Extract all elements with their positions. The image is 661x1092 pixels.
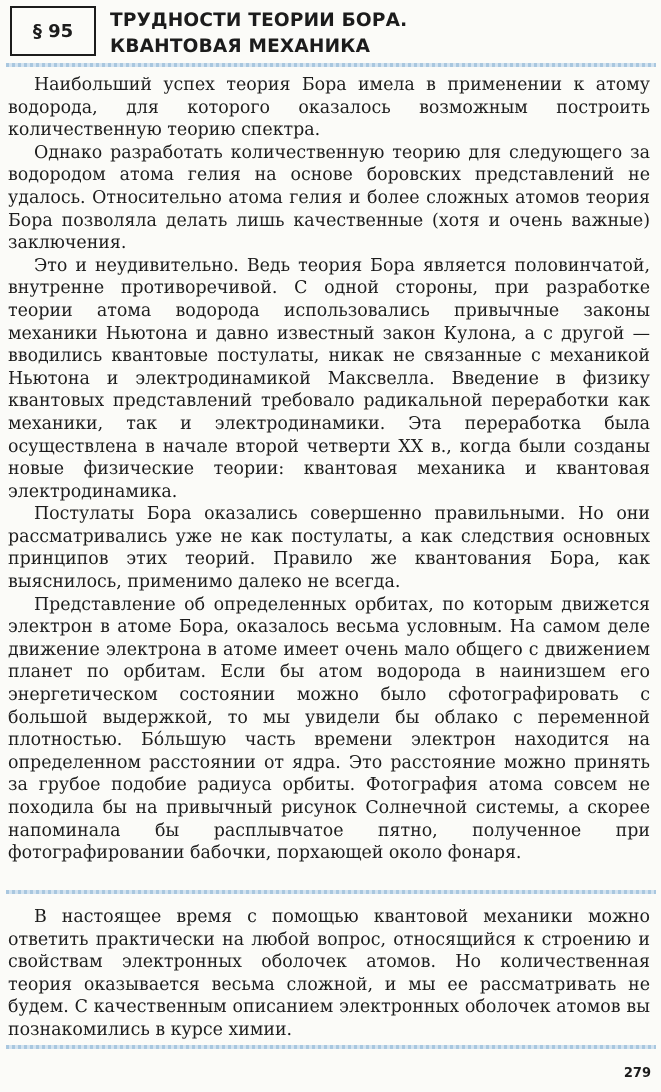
note-paragraph: В настоящее время с помощью квантовой механики можно ответить практически на любой вопрос, относящийся к строению и свойствам электронных оболочек атомов. Но количественная теория оказывается весьма сложной, и мы ее рассматривать не будем. С качественным описанием электронных оболочек атомов вы познакомились в курсе химии. <box>8 907 650 1040</box>
section-number: § 95 <box>10 6 96 56</box>
top-divider <box>6 63 656 67</box>
section-header <box>4 2 656 60</box>
note-top-divider <box>6 890 656 894</box>
section-title-line-1: ТРУДНОСТИ ТЕОРИИ БОРА. <box>110 10 408 31</box>
paragraph: Постулаты Бора оказались совершенно правильными. Но они рассматривались уже не как постулаты, а как следствия основных принципов этих теорий. Правило же квантования Бора, как выяснилось, применимо далеко не всегда. <box>8 504 650 593</box>
paragraph: Представление об определенных орбитах, по которым движется электрон в атоме Бора, оказалось весьма условным. На самом деле движение электрона в атоме имеет очень мало общего с движением планет по орбитам. Если бы атом водорода в наинизшем его энергетическом состоянии можно было сфотографировать с большой выдержкой, то мы увидели бы облако с переменной плотностью. Бо́льшую часть времени электрон находится на определенном расстоянии от ядра. Это расстояние можно принять за грубое подобие радиуса орбиты. Фотография атома совсем не походила бы на привычный рисунок Солнечной системы, а скорее напоминала бы расплывчатое пятно, полученное при фотографировании бабочки, порхающей около фонаря. <box>8 594 650 864</box>
section-title-line-2: КВАНТОВАЯ МЕХАНИКА <box>110 36 371 57</box>
note-bottom-divider <box>6 1045 656 1049</box>
paragraph: Однако разработать количественную теорию для следующего за водородом атома гелия на основе боровских представлений не удалось. Относительно атома гелия и более сложных атомов теория Бора позволяла делать лишь качественные (хотя и очень важные) заключения. <box>8 142 650 254</box>
paragraph: Это и неудивительно. Ведь теория Бора является половинчатой, внутренне противоречивой. С одной стороны, при разработке теории атома водорода использовались привычные законы механики Ньютона и давно известный закон Кулона, а с другой — вводились квантовые постулаты, никак не связанные с механикой Ньютона и электродинамикой Максвелла. Введение в физику квантовых представлений требовало радикальной переработки как механики, так и электродинамики. Эта переработка была осуществлена в начале второй четверти XX в., когда были созданы новые физические теории: квантовая механика и квантовая электродинамика. <box>8 255 650 502</box>
note-block <box>8 906 650 1042</box>
paragraph: Наибольший успех теория Бора имела в применении к атому водорода, для которого оказалось возможным построить количественную теорию спектра. <box>8 75 650 141</box>
section-title <box>110 8 407 60</box>
main-text <box>8 74 650 865</box>
page-number: 279 <box>623 1066 651 1081</box>
